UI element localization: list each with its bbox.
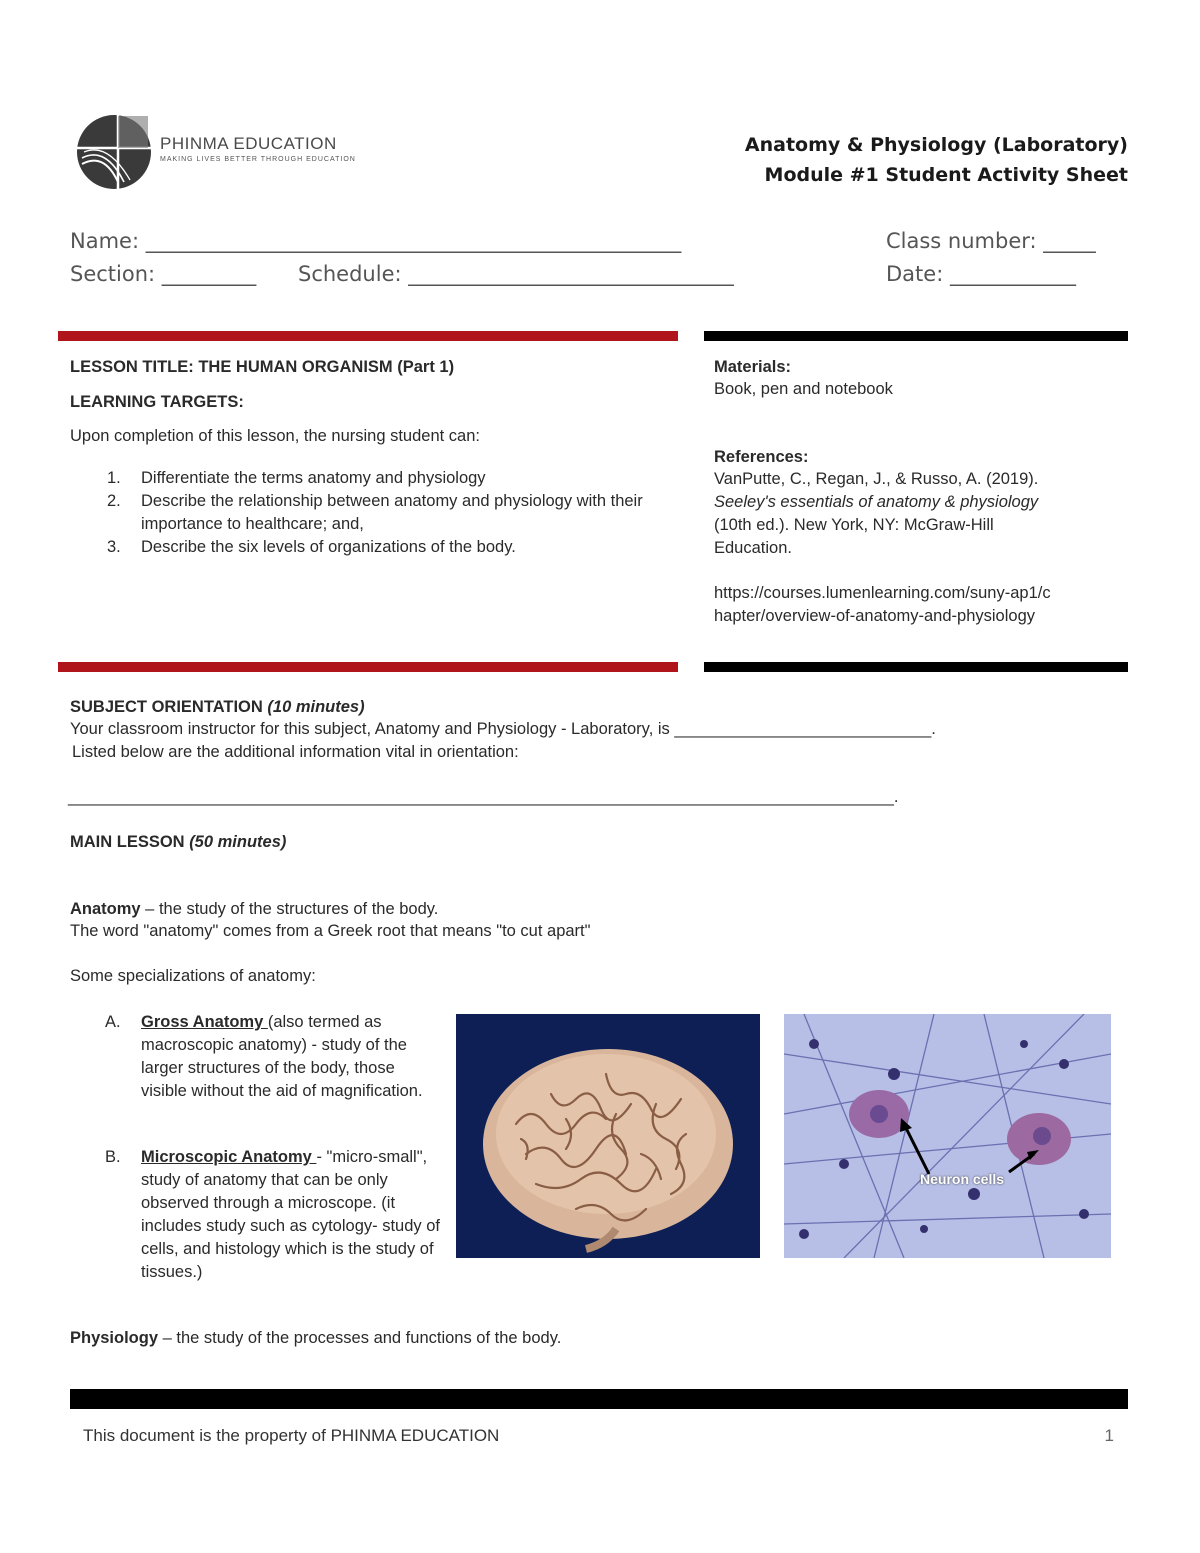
- list-item: 3. Describe the six levels of organizations of the body.: [107, 538, 516, 556]
- main-lesson-heading: MAIN LESSON (50 minutes): [70, 833, 287, 851]
- divider-red-top: [58, 331, 678, 341]
- date-field[interactable]: Date: ____________: [886, 262, 1076, 286]
- logo-tagline: MAKING LIVES BETTER THROUGH EDUCATION: [160, 156, 356, 163]
- document-title: [745, 130, 1128, 190]
- anatomy-root: The word "anatomy" comes from a Greek root that means "to cut apart": [70, 922, 591, 940]
- logo-globe-icon: [74, 112, 154, 192]
- list-item: 1. Differentiate the terms anatomy and physiology: [107, 469, 486, 487]
- spec-gross-anatomy: A. Gross Anatomy (also termed as macroscopic anatomy) - study of the larger structures of the body, those visible without the aid of magnification.: [105, 1013, 423, 1100]
- title-line-1: Anatomy & Physiology (Laboratory): [744, 134, 1128, 156]
- references-heading: References:: [714, 448, 809, 466]
- divider-black-bottom: [704, 662, 1128, 672]
- neuron-micrograph-image: [784, 1014, 1111, 1258]
- reference-url[interactable]: https://courses.lumenlearning.com/suny-ap1/c hapter/overview-of-anatomy-and-physiology: [714, 584, 1051, 625]
- spec-microscopic-anatomy: B. Microscopic Anatomy - "micro-small", study of anatomy that can be only observed through a microscope. (it includes study such as cytology- study of cells, and histology which is the study of tissues.): [105, 1148, 440, 1281]
- materials-text: Book, pen and notebook: [714, 380, 893, 398]
- list-item: 2. Describe the relationship between anatomy and physiology with their importance to healthcare; and,: [107, 492, 643, 533]
- section-field[interactable]: Section: _________: [70, 262, 257, 286]
- divider-black-top: [704, 331, 1128, 341]
- neuron-label: Neuron cells: [920, 1171, 1005, 1187]
- brain-image: [456, 1014, 760, 1258]
- name-field[interactable]: Name: ___________________________________________________: [70, 229, 682, 253]
- orientation-instructor-line: Your classroom instructor for this subject, Anatomy and Physiology - Laboratory, is ____________________________.: [70, 720, 936, 738]
- learning-targets-intro: Upon completion of this lesson, the nursing student can:: [70, 427, 480, 445]
- page-number: 1: [1104, 1426, 1114, 1445]
- reference-citation: VanPutte, C., Regan, J., & Russo, A. (2019). Seeley's essentials of anatomy & physiology (10th ed.). New York, NY: McGraw-Hill Education.: [714, 470, 1039, 557]
- class-number-field[interactable]: Class number: _____: [886, 229, 1096, 253]
- logo-name: PHINMA EDUCATION: [160, 134, 337, 153]
- divider-red-bottom: [58, 662, 678, 672]
- footer-text: This document is the property of PHINMA EDUCATION: [83, 1426, 500, 1445]
- orientation-info-line: Listed below are the additional information vital in orientation:: [72, 743, 519, 761]
- anatomy-definition: Anatomy – the study of the structures of the body.: [70, 900, 439, 918]
- learning-targets-heading: LEARNING TARGETS:: [70, 393, 244, 411]
- footer-bar: [70, 1389, 1128, 1409]
- orientation-blank-line[interactable]: __________________________________________________________________________________________.: [68, 788, 899, 806]
- orientation-heading: SUBJECT ORIENTATION (10 minutes): [70, 698, 365, 716]
- physiology-definition: Physiology – the study of the processes and functions of the body.: [70, 1329, 562, 1347]
- learning-targets-list: [70, 467, 670, 559]
- materials-heading: Materials:: [714, 358, 792, 376]
- title-line-2: Module #1 Student Activity Sheet: [764, 164, 1128, 186]
- schedule-field[interactable]: Schedule: _______________________________: [298, 262, 734, 286]
- lesson-title: LESSON TITLE: THE HUMAN ORGANISM (Part 1): [70, 358, 455, 376]
- specializations-intro: Some specializations of anatomy:: [70, 967, 316, 985]
